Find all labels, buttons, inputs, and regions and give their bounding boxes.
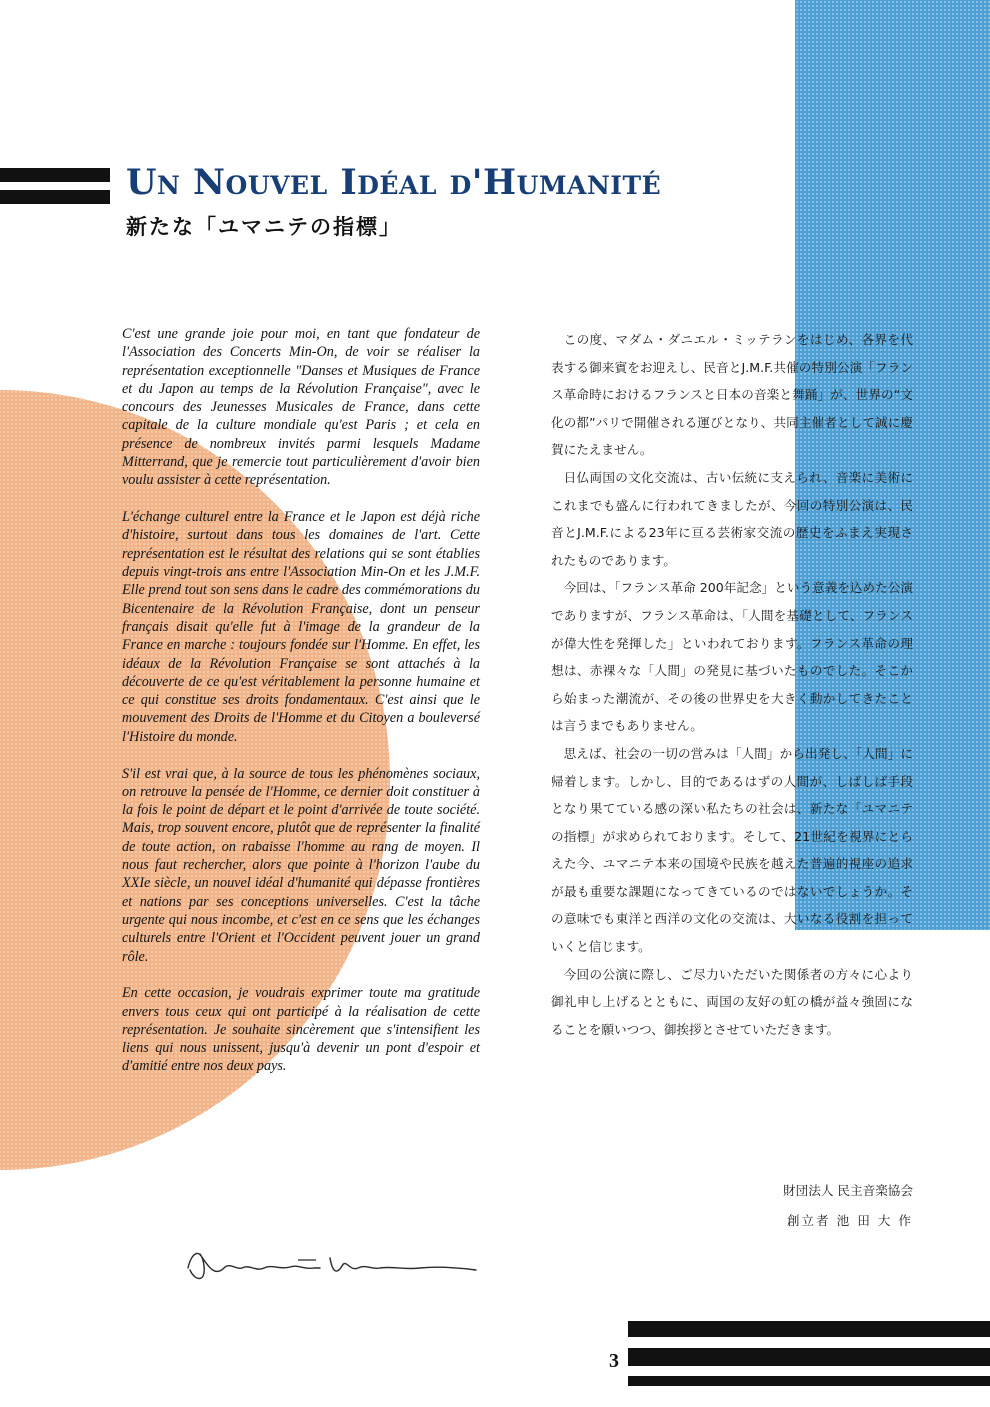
page-title-french: Un Nouvel Idéal d'Humanité [126,162,662,203]
footer-bar-bottom [628,1348,990,1366]
japanese-paragraph: 今回の公演に際し、ご尽力いただいた関係者の方々に心より御礼申し上げるとともに、両国の友好の虹の橋が益々強固になることを願いつつ、御挨拶とさせていただきます。 [551,966,914,1037]
french-paragraph: En cette occasion, je voudrais exprimer toute ma gratitude envers tous ceux qui ont participé à la réalisation de cette représentation. Je souhaite sincèrement que s'intensifient les liens qui nous unissent, jusqu'à devenir un pont d'espoir et d'amitié entre nos deux pays. [122,985,480,1075]
header-bar-top [0,168,110,182]
japanese-column [551,326,913,1043]
signature-organization: 財団法人 民主音楽協会 [783,1183,913,1198]
japanese-paragraph: 日仏両国の文化交流は、古い伝統に支えられ、音楽に美術にこれまでも盛んに行われてきましたが、今回の特別公演は、民音とJ.M.F.による23年に亘る芸術家交流の歴史をふまえ実現されたものであります。 [551,469,913,568]
japanese-paragraph: この度、マダム・ダニエル・ミッテランをはじめ、各界を代表する御来賓をお迎えし、民音とJ.M.F.共催の特別公演「フランス革命時におけるフランスと日本の音楽と舞踊」が、世界の“文化の都”パリで開催される運びとなり、共同主催者として誠に慶賀にたえません。 [551,332,913,458]
french-paragraph: S'il est vrai que, à la source de tous les phénomènes sociaux, on retrouve la pensée de l'Homme, ce dernier doit constituer à la fois le point de départ et le point d'arrivée de toute société. Mais, trop souvent encore, plutôt que de représenter la finalité de toute action, on rabaisse l'homme au rang de moyen. Il nous faut rechercher, alors que pointe à l'horizon l'aube du XXIe siècle, un nouvel idéal d'humanité qui dépasse frontières et nations par ses conceptions universelles. C'est la tâche urgente qui nous incombe, et c'est en ce sens que les échanges culturels entre l'Orient et l'Occident peuvent jouer un grand rôle. [122,765,480,965]
french-paragraph: L'échange culturel entre la France et le Japon est déjà riche d'histoire, surtout dans tous les domaines de l'art. Cette représentation est le résultat des relations qui se sont établies depuis vingt-trois ans entre l'Association Min-On et les J.M.F. Elle prend tout son sens dans le cadre des commémorations du Bicentenaire de la Révolution Française, dont un penseur français disait qu'elle fut à l'image de la grandeur de la France en marche : toujours fondée sur l'Homme. En effet, les idéaux de la Révolution Française se sont attachés à la découverte de ce qu'est véritablement la personne humaine et ce qui constitue ses droits fondamentaux. C'est ainsi que le mouvement des Droits de l'Homme et du Citoyen a bouleversé l'Histoire du monde. [122,509,480,745]
header-bar-bottom [0,190,110,204]
page-title-japanese: 新たな「ユマニテの指標」 [126,215,402,239]
japanese-paragraph: 思えば、社会の一切の営みは「人間」から出発し、「人間」に帰着します。しかし、目的であるはずの人間が、しばしば手段となり果てている感の深い私たちの社会は、新たな「ユマニテの指標」が求められております。そして、21世紀を視界にとらえた今、ユマニテ本来の国境や民族を越えた普遍的視座の追求が最も重要な課題になってきているのではないでしょうか。その意味でも東洋と西洋の文化の交流は、大いなる役割を担っていくと信じます。 [551,745,914,955]
signature-name: 創立者 池 田 大 作 [786,1213,913,1228]
french-column [122,325,480,1094]
french-paragraph: C'est une grande joie pour moi, en tant que fondateur de l'Association des Concerts Min-On, de voir se réaliser la représentation exceptionnelle "Danses et Musiques de France et du Japon au temps de la Révolution Française", avec le concours des Jeunesses Musicales de France, dans cette capitale de la culture mondiale qu'est Paris ; et cela en présence de nombreux invités parmi lesquels Madame Mitterrand, que je remercie tout particulièrement d'avoir bien voulu assister à cette représentation. [122,326,480,489]
footer-bar-lower [628,1376,990,1386]
footer-bar-top [628,1321,990,1337]
japanese-paragraph: 今回は、「フランス革命 200年記念」という意義を込めた公演でありますが、フランス革命は、「人間を基礎として、フランスが偉大性を発揮した」といわれております。フランス革命の理想は、赤裸々な「人間」の発見に基づいたものでした。そこから始まった潮流が、その後の世界史を大きく動かしてきたことは言うまでもありません。 [551,580,913,734]
handwritten-signature [180,1240,480,1290]
page-number: 3 [609,1350,619,1372]
